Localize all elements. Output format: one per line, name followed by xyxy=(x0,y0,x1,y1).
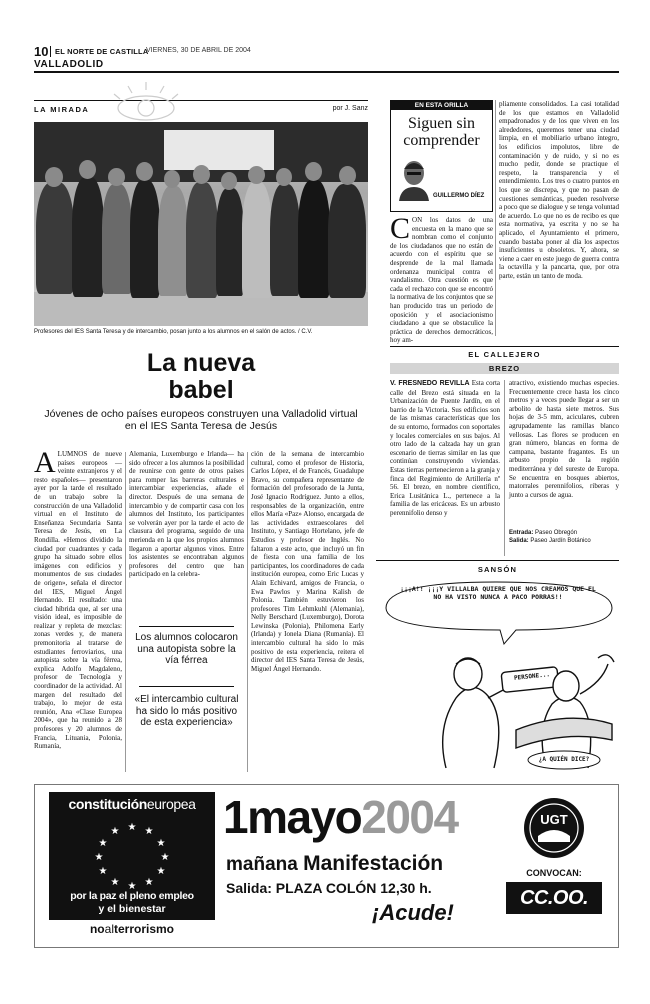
svg-text:★: ★ xyxy=(156,838,166,849)
cartoon-bottom-bubble: ¿A QUIÉN DICE? xyxy=(538,756,590,763)
la-mirada-rule xyxy=(34,100,368,101)
cartoon-speech-bubble: ¡¡¡A!! ¡¡¡Y VILLALBA QUIERE QUE NOS CREAMOS QUE EL NO HA VISTO NUNCA A PACO PORRAS!! xyxy=(400,585,596,601)
advert-slogan-2: y el bienestar xyxy=(98,903,166,915)
svg-text:★: ★ xyxy=(110,877,120,888)
masthead xyxy=(34,44,619,72)
photo-caption: Profesores del IES Santa Teresa y de intercambio, posan junto a los alumnos en el salón de actos. / C.V. xyxy=(34,329,313,335)
ugt-logo xyxy=(522,796,586,860)
column-title xyxy=(391,115,492,149)
svg-text:★: ★ xyxy=(94,852,104,863)
masthead-rule xyxy=(34,71,619,73)
advert-acude: ¡Acude! xyxy=(372,900,454,925)
callejero-entrance: Entrada: Paseo Obregón xyxy=(509,530,578,536)
callejero-street: BREZO xyxy=(390,363,619,374)
masthead-divider xyxy=(50,46,51,57)
cartoon-label: SANSÓN xyxy=(477,565,518,574)
callejero-exit: Salida: Paseo Jardín Botánico xyxy=(509,538,591,544)
pull-quote-2: «El intercambio cultural ha sido lo más positivo de esta experiencia» xyxy=(134,694,239,728)
orilla-col-2: pliamente consolidados. La casi totalidad de los que estamos en Valladolid empadronados y de los que viven en los alrededores, queremos tener una ciudad limpia, en el mobiliario urbano íntegro, los edificios impolutos, libre de contaminación y de ruido, y si no es mucho pedir, donde se practique el respeto, la transparencia y el entendimiento. Los tres o cuatro puntos en los que se discrepa, y que no pasan de cuestiones semánticas, pueden resolverse a poco que se dialogue y se tenga voluntad de acuerdo. Lo que no es de recibo es que esta normativa, ya escrita y no se ha aplicado, el Ayuntamiento el primero, cuando bastaba poner al día los aspectos insuficientes u obsoletos. Y, ahora, se viene a caer en este juego de guerra contra la octavilla y la pancarta, que, por otra parte, están un tanto de moda. xyxy=(499,100,619,280)
advert-manana: mañana xyxy=(226,854,298,875)
cartoon-sign: PERSONE... xyxy=(513,671,551,682)
svg-text:★: ★ xyxy=(110,826,120,837)
advert-manifestacion: Manifestación xyxy=(303,852,444,875)
orilla-divider xyxy=(495,100,496,336)
advert-month: mayo xyxy=(247,791,362,843)
main-dropcap: A xyxy=(34,446,56,479)
main-col2-text: Alemania, Luxemburgo e Irlanda— ha sido ofrecer a los alumnos la posibilidad de reunirse con gente de otros países para romper las barreras culturales e intercambiar experiencias, añade el director. Después de una semana de intercambio y de compartir casa con los alumnos del Instituto, los participantes se volverán ayer por la tarde el acto de clausura del programa, seguido de una merienda en la que los propios alumnos llegaron a aportar algunos vinos. Entre los asistentes se encontraban algunos profesores del centro que han participado en la celebra- xyxy=(129,450,244,579)
pull-quote-1: Los alumnos colocaron una autopista sobre la vía férrea xyxy=(135,632,238,666)
column-title-line-1: Siguen sin xyxy=(407,115,476,132)
advert-right-panel xyxy=(500,792,608,938)
svg-text:★: ★ xyxy=(156,866,166,877)
group-photo xyxy=(34,122,368,326)
svg-text:★: ★ xyxy=(127,822,137,833)
orilla-col-1 xyxy=(390,212,493,345)
author-portrait xyxy=(397,155,431,201)
main-article-col-1 xyxy=(34,446,122,772)
el-callejero-section xyxy=(390,346,619,558)
la-mirada-author: por J. Sanz xyxy=(332,105,368,112)
advert-day: 1 xyxy=(223,791,248,843)
cartoon-drawing xyxy=(376,578,619,772)
advert-convocan: CONVOCAN: xyxy=(526,868,582,878)
pull2-rule-top xyxy=(139,686,234,687)
main-article-col-3: ción de la semana de intercambio cultural, como el profesor de Historia, Carlos López, el de Francés, Guadalupe Bravo, su compañera representante de formación del profesorado de la Junta, José Ignacio Rodríguez. Junto a ellos, responsables de la organización, entre ellos María «Paz» Alonso, encargada de las actividades extraescolares del Instituto, y Santiago Hortelano, jefe de Estudios y profesor de Inglés. No faltaron a este acto, que incluyó un fin de fiesta con una familia de los participantes, los coordinadores de cada institución europea, como Eric Lucas y Alain Echivard, amigos de Francia, o Ewa Pawlos y Marina Kalish de Polonia. También estuvieron los profesores Tim Lehmkuhl (Alemania), Nelly Berschard (Luxemburgo), Dorota Lewinska (Polonia), Philomena Early (Irlanda) y Ionela Diana (Rumanía). El intercambio cultural ha sido lo más positivo de esta experiencia, reitera el director del IES Santa Teresa de Jesús, Miguel Ángel Hernando. xyxy=(251,450,364,673)
orilla-dropcap: C xyxy=(390,212,411,245)
column-title-line-2: comprender xyxy=(403,132,480,149)
advert-salida: Salida: PLAZA COLÓN 12,30 h. xyxy=(226,880,432,896)
main-headline xyxy=(34,350,368,404)
svg-text:★: ★ xyxy=(144,877,154,888)
advert-no-terrorismo: noalterrorismo xyxy=(49,920,215,938)
cartoon-rule xyxy=(376,560,619,561)
col-divider-2 xyxy=(247,452,248,772)
advert-left-panel xyxy=(49,792,215,938)
callejero-col-2 xyxy=(509,379,619,559)
advert-date-line xyxy=(223,789,493,849)
callejero-rule xyxy=(390,346,619,347)
cartoon-section xyxy=(376,560,619,772)
orilla-col1-text: ON los datos de una encuesta en la mano que se nombran como el conjunto de los ciudadanos que no están de acuerdo con el espíritu que se desprende de la mal llamada ordenanza municipal contra el vandalismo. Otra cuestión es que cada el rechazo con que se encontró la normativa de los conjuntos que se han producido tras un periodo de oposición y el asociacionismo ciudadano a que se obstaculice la práctica de derechos democráticos, hoy am- xyxy=(390,216,493,345)
ugt-label: UGT xyxy=(540,812,568,827)
svg-text:★: ★ xyxy=(98,866,108,877)
main-subhead: Jóvenes de ocho países europeos construyen una Valladolid virtual en el IES Santa Teresa de Jesús xyxy=(44,408,358,432)
callejero-label: EL CALLEJERO xyxy=(468,350,541,359)
callejero-col-1 xyxy=(390,379,500,559)
ccoo-logo: CC.OO. xyxy=(506,882,602,914)
la-mirada-section xyxy=(34,100,368,340)
photo-screen xyxy=(164,130,274,170)
main-col1-text: LUMNOS de nueve países europeos —veinte extranjeros y el resto españoles— presentaron ayer por la tarde el resultado de un trabajo sobre la construcción de una Valladolid virtual en el Instituto de Enseñanza Secundaria Santa Teresa de Jesús, en La Rondilla. «Hemos dividido la ciudad por cuadrantes y cada grupo ha situado sobre ellos imágenes con edificios y monumentos de sus ciudades de origen», señala el director del IES, Miguel Ángel Hernando. El resultado: una ciudad híbrida que, al ser una visión ideal, es imposible de realizar y repleta de mezclas: zonas verdes y, de manera premonitoria al tratarse de estudiantes ferroviarios, una autopista sobre la vía férrea, explica Adolfo Magdaleno, profesor de Tecnología y coordinador de la actividad. Al margen del resultado del trabajo, lo mejor de esta reunión, Ana «Clase Europea 2004», que ha reunido a 28 profesores y 20 alumnos de Francia, Lituania, Polonia, Rumanía, xyxy=(34,450,122,751)
page-number: 10 xyxy=(34,44,49,59)
headline-line-1: La nueva xyxy=(146,349,256,377)
section-title: VALLADOLID xyxy=(34,59,104,70)
date: VIERNES, 30 DE ABRIL DE 2004 xyxy=(146,47,251,54)
callejero-col1-text: Esta corta calle del Brezo está situada en la Urbanización de Puente Jardín, en el barrio de la Victoria. Sus edificios son de las mismas características que los de su entorno, formados con soportales y locales comerciales en sus bajos. Al otro lado de la calzada hay un gran escenario de tierras similar en las que continúan construyendo viviendas. Estas tierras pertenecieron a la granja y finca del Regimiento de Artillería nº 56. El brezo, en nombre científico, Erica Lusitánica L., pertenece a la familia de las ericáceas. Es un arbusto perennifolio denso y xyxy=(390,379,501,517)
paper-name: EL NORTE DE CASTILLA xyxy=(55,47,149,56)
eu-stars-icon xyxy=(87,818,177,890)
callejero-divider xyxy=(504,380,505,556)
advert-slogan-1: por la paz el pleno empleo xyxy=(70,890,194,902)
advert-manifestacion-line xyxy=(226,852,496,876)
advert-year: 2004 xyxy=(361,791,458,843)
svg-text:★: ★ xyxy=(160,852,170,863)
headline-line-2: babel xyxy=(168,376,234,404)
en-esta-orilla-box xyxy=(390,100,493,212)
svg-text:★: ★ xyxy=(98,838,108,849)
advert-constitucion: constitucióneuropea xyxy=(68,796,196,812)
col-divider-1 xyxy=(125,452,126,772)
en-esta-orilla-label: EN ESTA ORILLA xyxy=(391,101,492,110)
callejero-col2-text: atractivo, existiendo muchas especies. Frecuentemente crece hasta los cinco metros y a veces puede llegar a ser un arbolito de hasta siete metros. Sus hojas de 3-5 mm, aciculares, cubren agrupadamente las ramillas blanco vellosas. Las flores se producen en gran número, blancas en forma de campana, bastante fragantes. Es un arbusto propio de la región mediterránea y del sureste de Europa. Se encuentra en bosques abiertos, matorrales perennifolios, riberas y junto a cursos de agua. xyxy=(509,379,619,499)
callejero-byline: V. FRESNEDO REVILLA xyxy=(390,380,470,387)
pull1-rule-top xyxy=(139,626,234,627)
main-article-col-2 xyxy=(129,450,244,772)
svg-text:★: ★ xyxy=(127,881,137,892)
la-mirada-label: LA MIRADA xyxy=(34,105,90,114)
svg-text:★: ★ xyxy=(144,826,154,837)
column-author: GUILLERMO DÍEZ xyxy=(433,193,485,199)
